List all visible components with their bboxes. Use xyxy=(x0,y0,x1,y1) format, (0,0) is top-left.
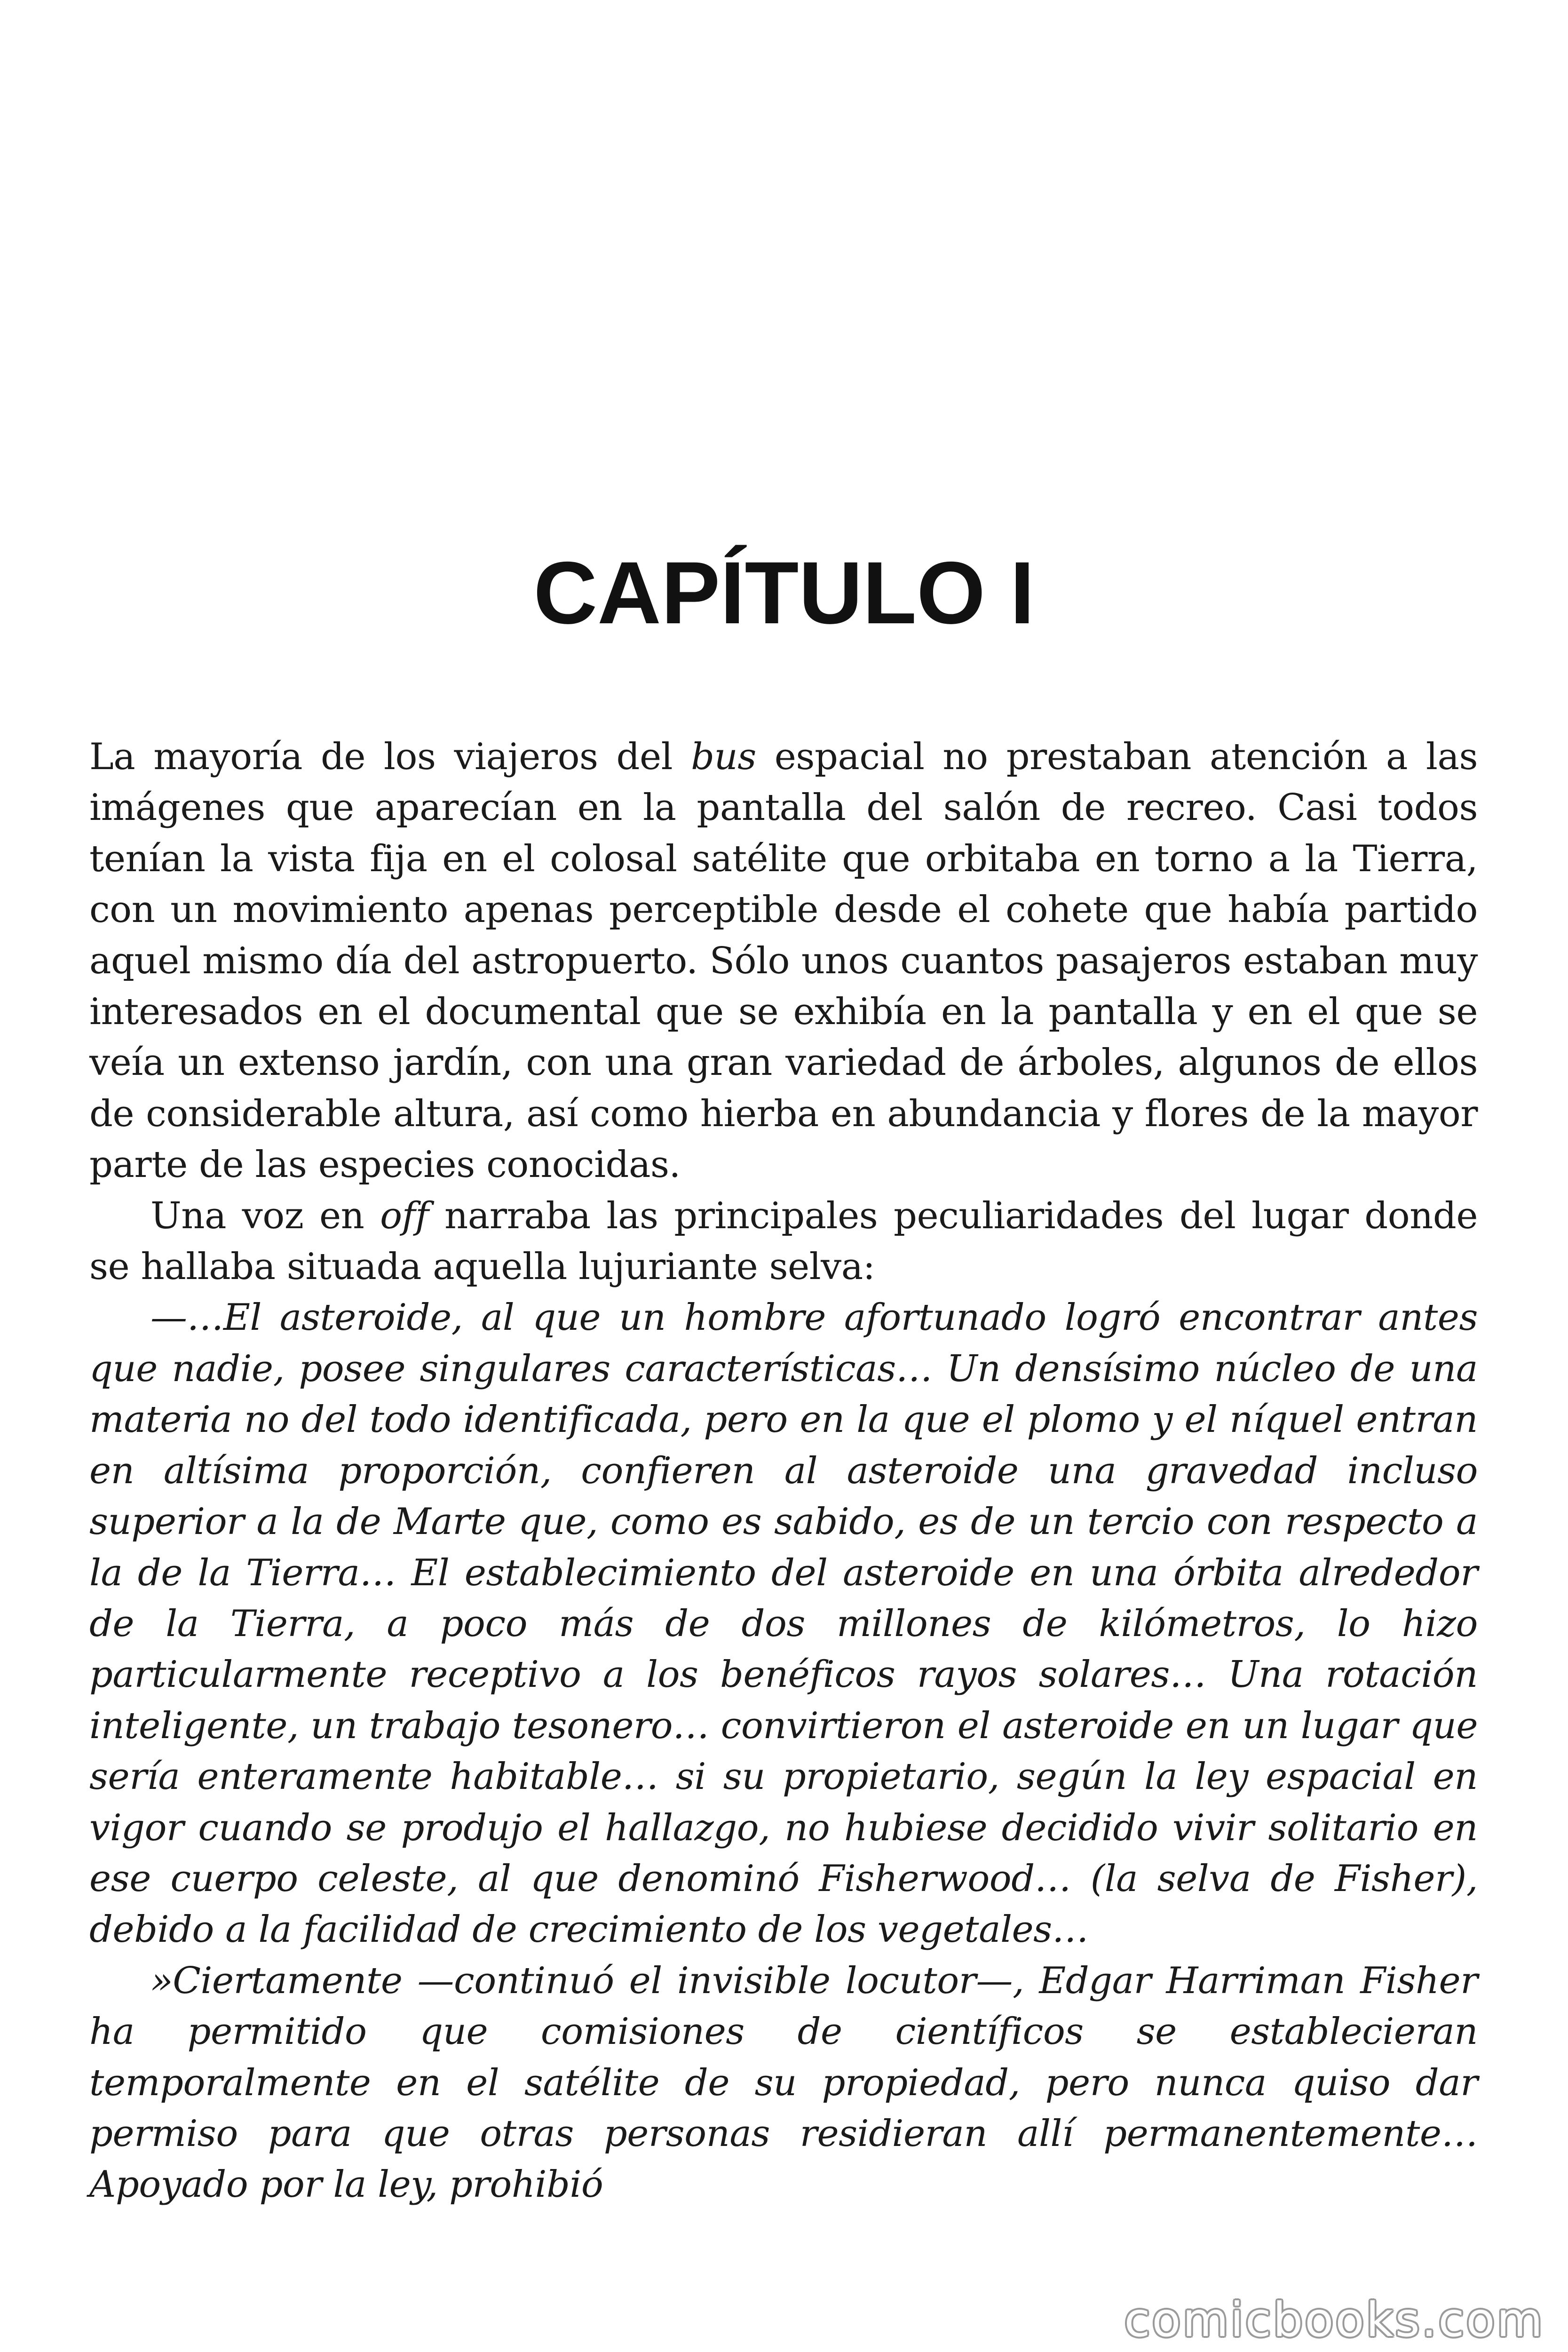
paragraph-2-emphasis: off xyxy=(380,1194,429,1237)
chapter-title: CAPÍTULO I xyxy=(533,543,1035,642)
paragraph-2-text-end: narraba las principales peculiaridades del lugar donde se hallaba situada aquella lujuriante selva: xyxy=(89,1194,1478,1288)
chapter-body xyxy=(89,731,1478,2210)
watermark: comicbooks.com xyxy=(1124,2292,1544,2347)
paragraph-1-text-end: espacial no prestaban atención a las imágenes que aparecían en la pantalla del salón de recreo. Casi todos tenían la vista fija en el colosal satélite que orbitaba en torno a la Tierra, con un movimiento apenas perceptible desde el cohete que había partido aquel mismo día del astropuerto. Sólo unos cuantos pasajeros estaban muy interesados en el documental que se exhibía en la pantalla y en el que se veía un extenso jardín, con una gran variedad de árboles, algunos de ellos de considerable altura, así como hierba en abundancia y flores de la mayor parte de las especies conocidas. xyxy=(89,736,1478,1186)
paragraph-3-quote: —…El asteroide, al que un hombre afortunado logró encontrar antes que nadie, posee singulares características… Un densísimo núcleo de una materia no del todo identificada, pero en la que el plomo y el níquel entran en altísima proporción, confieren al asteroide una gravedad incluso superior a la de Marte que, como es sabido, es de un tercio con respecto a la de la Tierra… El establecimiento del asteroide en una órbita alrededor de la Tierra, a poco más de dos millones de kilómetros, lo hizo particularmente receptivo a los benéficos rayos solares… Una rotación inteligente, un trabajo tesonero… convirtieron el asteroide en un lugar que sería enteramente habitable… si su propietario, según la ley espacial en vigor cuando se produjo el hallazgo, no hubiese decidido vivir solitario en ese cuerpo celeste, al que denominó Fisherwood… (la selva de Fisher), debido a la facilidad de crecimiento de los vegetales… xyxy=(89,1296,1478,1951)
paragraph-2-text-start: Una voz en xyxy=(150,1194,380,1237)
paragraph-1 xyxy=(89,731,1478,1191)
paragraph-1-emphasis: bus xyxy=(691,736,756,778)
paragraph-1-text-start: La mayoría de los viajeros del xyxy=(89,736,691,778)
paragraph-2 xyxy=(89,1191,1478,1293)
paragraph-4-quote: »Ciertamente —continuó el invisible locutor—, Edgar Harriman Fisher ha permitido que comisiones de científicos se establecieran temporalmente en el satélite de su propiedad, pero nunca quiso dar permiso para que otras personas residieran allí permanentemente… Apoyado por la ley, prohibió xyxy=(89,1959,1478,2206)
